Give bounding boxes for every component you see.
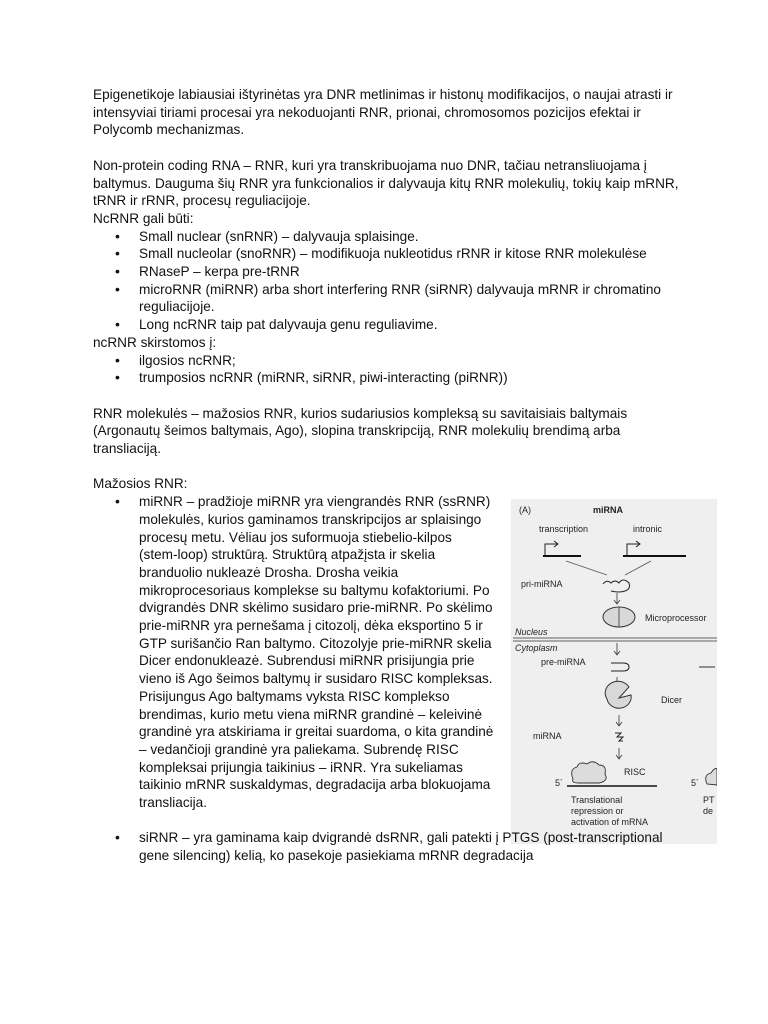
ncrna-definition: Non-protein coding RNA – RNR, kuri yra transkribuojama nuo DNR, tačiau netransliuojama į baltymus. Dauguma šių RNR yra funkcionalios ir dalyvauja kitų RNR molekulių, tokių kaip mRNR, tRNR ir rRNR, procesų reguliacijoje. <box>93 157 679 209</box>
risc-complex-icon <box>572 762 606 783</box>
list-item: • ilgosios ncRNR; <box>139 352 683 370</box>
pre-mirna-label: pre-miRNA <box>541 657 586 668</box>
translational-label-line2: repression or <box>571 806 624 817</box>
small-rna-heading: Mažosios RNR: <box>93 476 188 492</box>
pri-mirna-hairpin-icon <box>603 580 630 592</box>
ncrna-classes-list <box>93 352 683 387</box>
pri-mirna-label: pri-miRNA <box>521 579 563 590</box>
ncrna-split-label: ncRNR skirstomos į: <box>93 334 217 350</box>
risc-label: RISC <box>624 767 646 778</box>
figure-title: miRNA <box>593 505 624 516</box>
sirna-list <box>93 829 683 864</box>
mirna-duplex-icon <box>615 733 623 741</box>
list-item: • RNaseP – kerpa pre-tRNR <box>139 263 683 281</box>
list-item: • Small nucleolar (snoRNR) – modifikuoja nukleotidus rRNR ir kitose RNR molekulėse <box>139 245 683 263</box>
nucleus-label: Nucleus <box>515 627 548 638</box>
ncrna-types-list <box>93 228 683 334</box>
rnr-molecules-paragraph: RNR molekulės – mažosios RNR, kurios sudariusios kompleksą su savitaisiais baltymais (Argonautų šeimos baltymais, Ago), slopina transkripciją, RNR molekulių brendimą arba transliaciją. <box>93 405 628 457</box>
dicer-label: Dicer <box>661 695 683 706</box>
dicer-enzyme-icon <box>605 681 631 708</box>
pre-mirna-hairpin-icon <box>611 663 629 671</box>
five-prime-label: 5´ <box>691 778 700 789</box>
mirna-section <box>93 493 715 828</box>
mirna-pathway-diagram <box>511 499 717 844</box>
mirna-duplex-label: miRNA <box>533 731 562 742</box>
cut-label-line1: PT <box>703 795 715 806</box>
five-prime-label: 5´ <box>555 778 564 789</box>
cytoplasm-label: Cytoplasm <box>515 643 558 654</box>
intro-paragraph: Epigenetikoje labiausiai ištyrinėtas yra DNR metlinimas ir histonų modifikacijos, o naujai atrasti ir intensyviai tiriami procesai yra nekoduojanti RNR, prionai, chromosomos pozicijos efektai ir Polycomb mechanizmas. <box>93 87 673 138</box>
list-item: • Small nuclear (snRNR) – dalyvauja splaisinge. <box>139 228 683 246</box>
translational-label-line1: Translational <box>571 795 623 806</box>
list-item: • Long ncRNR taip pat dalyvauja genu reguliavime. <box>139 316 683 334</box>
intronic-label: intronic <box>633 524 663 535</box>
list-item: • microRNR (miRNR) arba short interfering RNR (siRNR) dalyvauja mRNR ir chromatino reguliacijoje. <box>139 281 683 316</box>
microprocessor-label: Microprocessor <box>645 613 707 624</box>
converge-arrow-icon <box>566 561 607 575</box>
figure-panel-label: (A) <box>519 505 531 516</box>
risc-complex-icon <box>706 769 717 786</box>
cut-label-line2: de <box>703 806 714 817</box>
converge-arrow-icon <box>625 561 651 575</box>
mirna-pathway-figure <box>511 499 717 844</box>
translational-label-line3: activation of mRNA <box>571 817 649 828</box>
transcription-label: transcription <box>539 524 589 535</box>
ncrna-can-be-label: NcRNR gali būti: <box>93 210 194 226</box>
mirna-item: • miRNR – pradžioje miRNR yra viengrandės RNR (ssRNR) molekulės, kurios gaminamos transkripcijos ar splaisingo procesų metu. Vėliau jos suformuoja stiebelio-kilpos (stem-loop) struktūrą. Struktūrą atpažįsta ir skelia branduolio nukleazė Drosha. Drosha veikia mikroprocesoriaus komplekse su baltymu kofaktoriumi. Po dvigrandės DNR skėlimo susidaro prie-miRNR. Po skėlimo prie-miRNR yra pernešama į citozolį, dėka eksportino 5 ir GTP surišančio Ran baltymo. Citozolyje prie-miRNR skelia Dicer endonukleazė. Subrendusi miRNR prisijungia prie vieno iš Ago šeimos baltymų ir susidaro RISC kompleksas. Prisijungus Ago baltymams vyksta RISC komplekso brendimas, kurio metu viena miRNR grandinė – keleivinė grandinė yra atskiriama ir greitai suardoma, o kita grandinė – vedančioji grandinė yra paliekama. Subrendę RISC kompleksai prijungia taikinius – iRNR. Yra sukeliamas taikinio mRNR suskaldymas, degradacija arba blokuojama transliacija. <box>139 493 494 812</box>
sirna-item: • siRNR – yra gaminama kaip dvigrandė dsRNR, gali patekti į PTGS (post-transcriptional gene silencing) kelią, ko pasekoje pasiekiama mRNR degradacija <box>139 829 683 864</box>
document-page <box>93 86 715 865</box>
list-item: • trumposios ncRNR (miRNR, siRNR, piwi-interacting (piRNR)) <box>139 369 683 387</box>
